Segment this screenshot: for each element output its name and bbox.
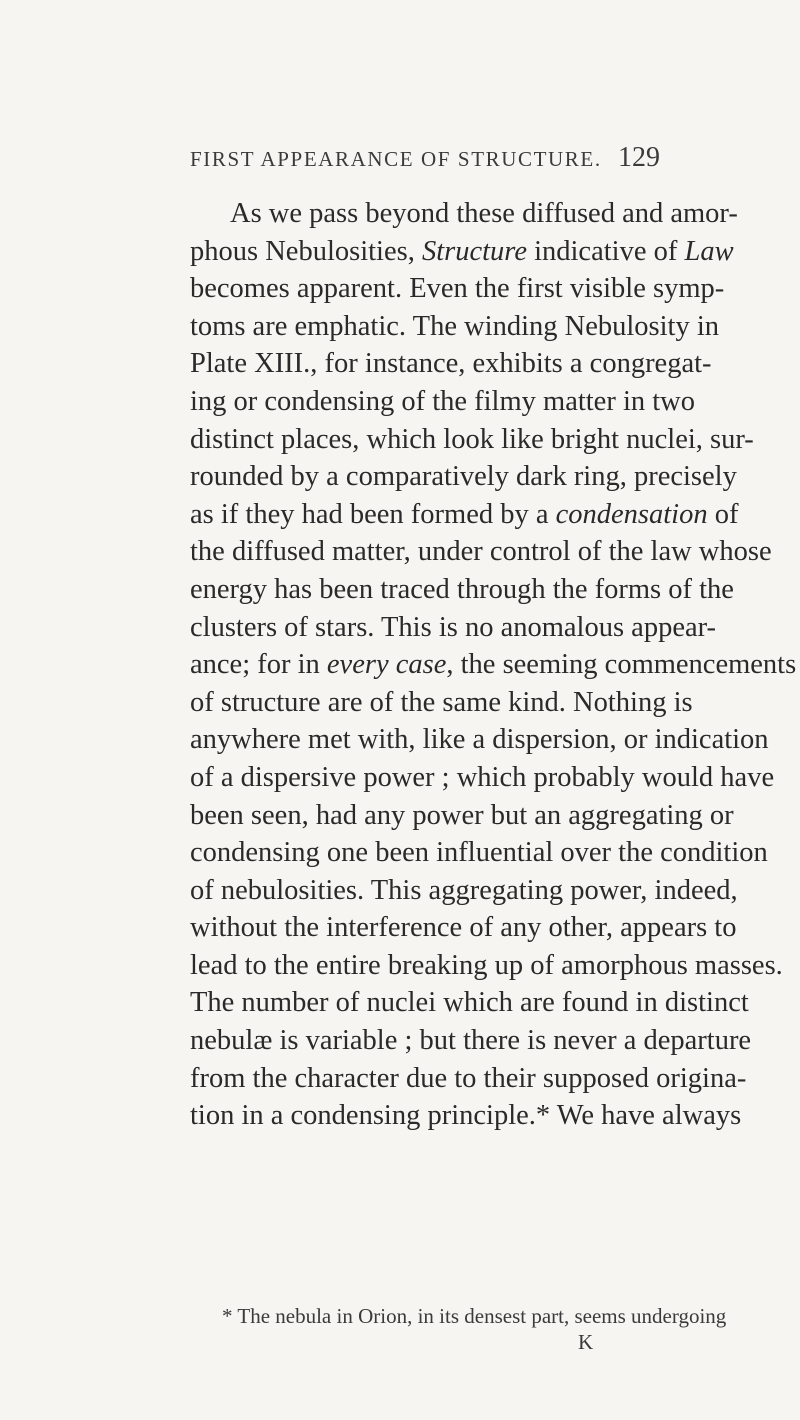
text-segment: ing or condensing of the filmy matter in two — [190, 385, 695, 417]
text-segment: of nebulosities. This aggregating power, indeed, — [190, 874, 738, 906]
text-segment: clusters of stars. This is no anomalous appear- — [190, 611, 717, 643]
body-line — [190, 1022, 752, 1060]
footnote-line: * The nebula in Orion, in its densest part, seems undergoing — [222, 1304, 727, 1328]
running-header — [190, 142, 660, 174]
text-segment: of a dispersive power ; which probably would have — [190, 761, 775, 793]
text-segment: ance; for in — [190, 649, 327, 681]
italic-text: every case — [326, 649, 447, 681]
signature-mark: K — [578, 1330, 594, 1354]
italic-text: Law — [684, 235, 734, 267]
text-segment: the diffused matter, under control of the law whose — [190, 536, 772, 568]
text-segment: been seen, had any power but an aggregating or — [190, 799, 734, 831]
body-line — [190, 195, 738, 233]
text-segment: becomes apparent. Even the first visible symp- — [190, 273, 725, 305]
italic-text: condensation — [555, 498, 708, 530]
text-segment: Plate XIII., for instance, exhibits a congregat- — [190, 348, 712, 380]
text-segment: phous Nebulosities, — [190, 235, 422, 267]
text-segment: condensing one been influential over the condition — [190, 837, 768, 869]
body-text — [190, 195, 797, 1135]
text-segment: toms are emphatic. The winding Nebulosity in — [190, 310, 720, 342]
body-line — [190, 1060, 747, 1098]
text-segment: from the character due to their supposed origina- — [190, 1062, 747, 1094]
body-line — [190, 797, 734, 835]
text-segment: rounded by a comparatively dark ring, precisely — [190, 461, 737, 493]
text-segment: , the seeming commencements — [446, 649, 797, 681]
text-segment: as if they had been formed by a — [190, 498, 556, 530]
text-segment: tion in a condensing principle.* We have always — [190, 1100, 742, 1132]
body-line — [190, 947, 783, 985]
text-segment: nebulæ is variable ; but there is never a departure — [190, 1025, 752, 1057]
body-line — [190, 496, 739, 534]
body-line — [190, 458, 737, 496]
body-line — [190, 308, 720, 346]
body-line — [190, 684, 693, 722]
body-line — [190, 571, 734, 609]
text-segment: lead to the entire breaking up of amorphous masses. — [190, 949, 783, 981]
text-segment: indicative of — [526, 235, 685, 267]
body-line — [190, 233, 734, 271]
footnote — [190, 1303, 727, 1329]
text-segment: The number of nuclei which are found in distinct — [190, 987, 749, 1019]
text-segment: anywhere met with, like a dispersion, or indication — [190, 724, 769, 756]
body-line — [190, 533, 772, 571]
text-segment: without the interference of any other, appears to — [190, 912, 737, 944]
text-segment: energy has been traced through the forms of the — [190, 573, 734, 605]
body-line — [190, 421, 754, 459]
body-line — [190, 721, 769, 759]
body-line — [190, 345, 712, 383]
body-line — [190, 759, 775, 797]
running-title: FIRST APPEARANCE OF STRUCTURE. — [190, 147, 602, 171]
body-line — [190, 646, 797, 684]
text-segment: distinct places, which look like bright nuclei, sur- — [190, 423, 754, 455]
body-line — [190, 383, 695, 421]
body-line — [190, 909, 737, 947]
italic-text: Structure — [421, 235, 527, 267]
body-line — [190, 872, 738, 910]
body-line — [190, 270, 725, 308]
body-line — [190, 609, 717, 647]
page-number: 129 — [618, 142, 660, 173]
body-line — [190, 834, 768, 872]
body-line — [190, 984, 749, 1022]
text-segment: As we pass beyond these diffused and amor- — [230, 198, 738, 229]
text-segment: of structure are of the same kind. Nothing is — [190, 686, 693, 718]
text-segment: of — [707, 498, 739, 530]
body-line — [190, 1097, 742, 1135]
